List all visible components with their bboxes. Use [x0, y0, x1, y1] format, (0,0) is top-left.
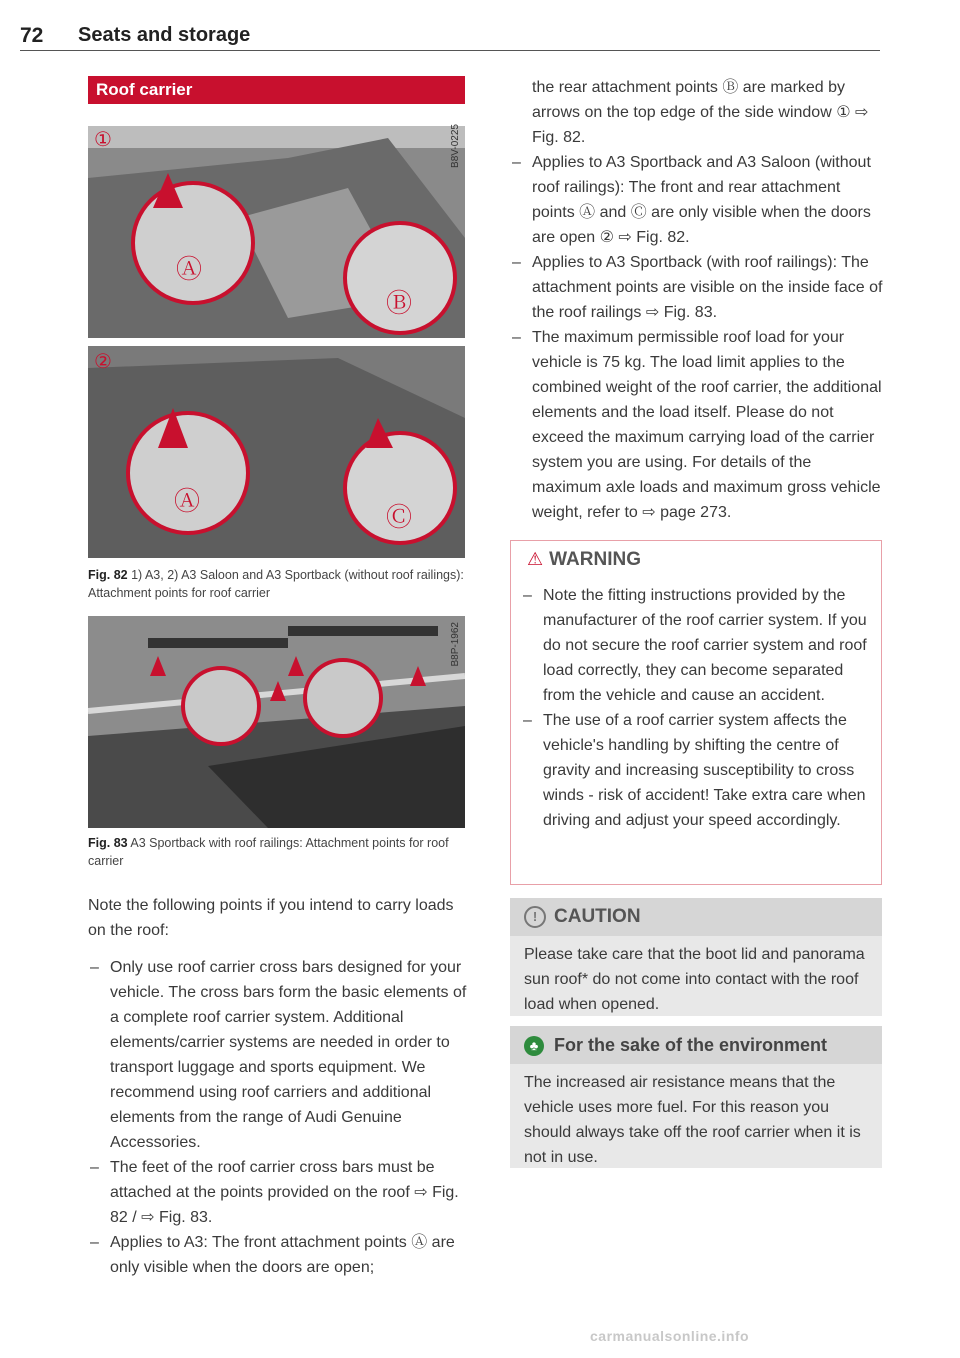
caution-heading [510, 898, 882, 936]
list-item: – Applies to A3: The front attachment points Ⓐ are only visible when the doors are open; [88, 1230, 468, 1280]
figure-83-illustration [88, 616, 465, 828]
fig83-caption [88, 834, 465, 870]
fig82-code: B8V-0225 [450, 124, 461, 168]
fig82-label-a-bottom: Ⓐ [174, 487, 201, 517]
figure-82 [88, 118, 465, 558]
caution-title: CAUTION [554, 906, 641, 927]
fig82-caption-label: Fig. 82 [88, 568, 128, 582]
fig82-label-c: Ⓒ [386, 503, 413, 533]
warning-box [510, 540, 882, 885]
intro-paragraph: Note the following points if you intend to carry loads on the roof: [88, 897, 454, 939]
fig82-label-a-top: Ⓐ [176, 255, 203, 285]
list-item: – Applies to A3 Sportback (with roof railings): The attachment points are visible on the inside face of the roof railings ⇨ Fig. 83. [510, 250, 885, 325]
list-item: – Note the fitting instructions provided by the manufacturer of the roof carrier system. If you do not secure the roof carrier system and roof load correctly, they can become separated from the vehicle and cause an accident. [521, 583, 877, 708]
fig82-label-b: Ⓑ [386, 289, 413, 319]
fig83-caption-text: A3 Sportback with roof railings: Attachment points for roof carrier [88, 836, 449, 868]
left-column-text [88, 893, 468, 1280]
leaf-icon: ♣ [524, 1036, 544, 1056]
caution-text: Please take care that the boot lid and panorama sun roof* do not come into contact with the roof load when opened. [524, 946, 865, 1013]
warning-triangle-icon: ⚠ [527, 549, 544, 569]
figure-82-illustration [88, 118, 465, 558]
caution-icon: ! [524, 906, 546, 928]
environment-heading [510, 1026, 882, 1064]
page-number: 72 [20, 24, 44, 47]
environment-title: For the sake of the environment [554, 1035, 828, 1055]
fig83-code: B8P-1962 [450, 622, 461, 667]
right-column-text [510, 75, 885, 525]
watermark: carmanualsonline.info [590, 1328, 750, 1344]
fig82-caption-text: 1) A3, 2) A3 Saloon and A3 Sportback (without roof railings): Attachment points for roof carrier [88, 568, 464, 600]
environment-text: The increased air resistance means that the vehicle uses more fuel. For this reason you should always take off the roof carrier when it is not in use. [524, 1074, 861, 1166]
warning-title: WARNING [549, 549, 641, 570]
figure-83 [88, 616, 465, 828]
list-item: – The feet of the roof carrier cross bars must be attached at the points provided on the roof ⇨ Fig. 82 / ⇨ Fig. 83. [88, 1155, 468, 1230]
caution-box [510, 898, 882, 1016]
page-header [20, 22, 880, 51]
list-item: – Only use roof carrier cross bars designed for your vehicle. The cross bars form the basic elements of a complete roof carrier system. Additional elements/carrier systems are needed in order to transport luggage and sports equipment. We recommend using roof carriers and additional elements from the range of Audi Genuine Accessories. [88, 955, 468, 1155]
fig82-caption [88, 566, 465, 602]
list-item: – The use of a roof carrier system affects the vehicle's handling by shifting the centre of gravity and increasing susceptibility to cross winds - risk of accident! Take extra care when driving and adjust your speed accordingly. [521, 708, 877, 833]
warning-heading [527, 549, 641, 571]
list-item: – The maximum permissible roof load for your vehicle is 75 kg. The load limit applies to the combined weight of the roof carrier, the additional elements and the load itself. Please do not exceed the maximum carrying load of the carrier system you are using. For details of the maximum axle loads and maximum gross vehicle weight, refer to ⇨ page 273. [510, 325, 885, 525]
fig83-caption-label: Fig. 83 [88, 836, 128, 850]
environment-box [510, 1026, 882, 1168]
fig82-label-2: ② [94, 349, 112, 373]
section-title: Roof carrier [88, 76, 465, 104]
continuation-paragraph: the rear attachment points Ⓑ are marked by arrows on the top edge of the side window ① ⇨ Fig. 82. [532, 79, 869, 146]
warning-text [521, 583, 877, 833]
fig82-label-1: ① [94, 127, 112, 151]
list-item: – Applies to A3 Sportback and A3 Saloon (without roof railings): The front and rear attachment points Ⓐ and Ⓒ are only visible when the doors are open ② ⇨ Fig. 82. [510, 150, 885, 250]
chapter-title: Seats and storage [78, 24, 251, 46]
